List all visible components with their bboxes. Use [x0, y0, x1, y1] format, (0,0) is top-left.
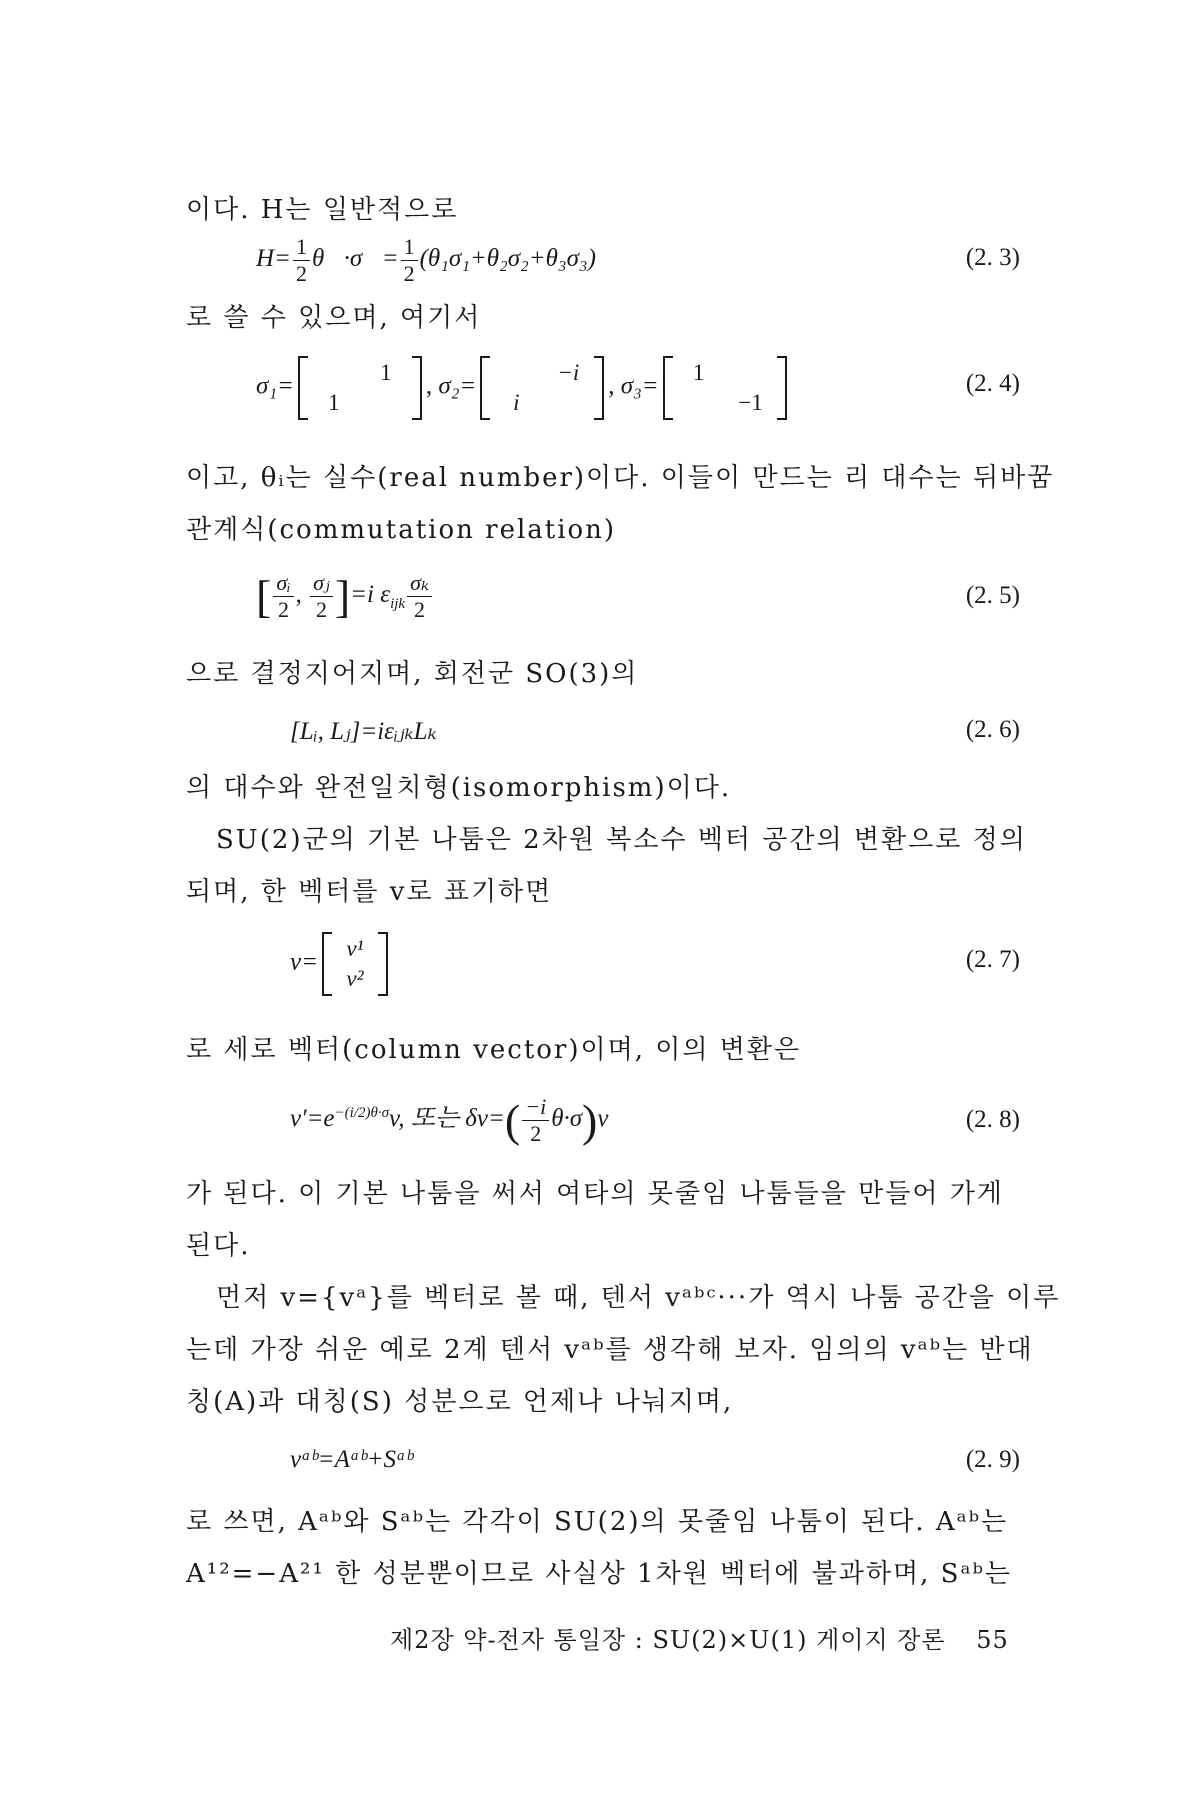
- text-line-15: 로 쓰면, Aᵃᵇ와 Sᵃᵇ는 각각이 SU(2)의 못줄임 나툼이 된다. Aᵃᵇ는: [186, 1507, 1009, 1537]
- matrix-sigma1: 1 1: [298, 356, 422, 420]
- text-line-1: 이다. H는 일반적으로: [186, 195, 459, 225]
- eq7-lhs: v=: [290, 948, 318, 976]
- eq3-frac-a: $\frac{1}{2}$: [293, 236, 310, 285]
- text-line-7: SU(2)군의 기본 나툼은 2차원 복소수 벡터 공간의 변환으로 정의: [216, 825, 1027, 855]
- text-line-13: 는데 가장 쉬운 예로 2계 텐서 vᵃᵇ를 생각해 보자. 임의의 vᵃᵇ는 반대: [186, 1335, 1034, 1365]
- running-head: 제2장 약-전자 통일장 : SU(2)×U(1) 게이지 장론: [390, 1626, 946, 1654]
- page-number: 55: [976, 1626, 1009, 1654]
- text-line-3: 이고, θᵢ는 실수(real number)이다. 이들이 만드는 리 대수는 뒤바꿈: [186, 463, 1055, 493]
- eq3-rhs: (θ₁σ₁+θ₂σ₂+θ₃σ₃): [419, 245, 596, 273]
- text-line-5: 으로 결정지어지며, 회전군 SO(3)의: [186, 659, 639, 689]
- matrix-sigma3: 1 −1: [663, 356, 787, 420]
- text-line-14: 칭(A)과 대칭(S) 성분으로 언제나 나눠지며,: [186, 1387, 734, 1417]
- text-line-2: 로 쓸 수 있으며, 여기서: [186, 303, 482, 333]
- eq3-mid: θ⃗·σ⃗=: [311, 245, 399, 273]
- matrix-sigma2: −i i: [480, 356, 604, 420]
- eq-number-2-7: (2. 7): [965, 946, 1020, 973]
- eq-number-2-4: (2. 4): [965, 370, 1020, 397]
- equation-2-8: $v'=e^{-(i/2)\theta\cdot\sigma}v$, 또는 δv=( $\frac{-i}{2}$ θ·σ)v: [290, 1094, 609, 1146]
- text-line-10: 가 된다. 이 기본 나툼을 써서 여타의 못줄임 나툼들을 만들어 가게: [186, 1179, 1004, 1209]
- equation-2-7: [290, 932, 392, 996]
- equation-2-9: vᵃᵇ=Aᵃᵇ+Sᵃᵇ: [290, 1446, 413, 1473]
- eq5-mid: =i ε: [350, 581, 391, 609]
- equation-2-3: [256, 236, 596, 285]
- eq-number-2-5: (2. 5): [965, 582, 1020, 609]
- page-footer: [390, 1620, 1009, 1655]
- text-line-12: 먼저 v={vᵃ}를 벡터로 볼 때, 텐서 vᵃᵇᶜ···가 역시 나툼 공간을 이루: [216, 1283, 1061, 1313]
- eq4-sigma3: σ₃=: [620, 372, 659, 400]
- equation-2-6: [Lᵢ, Lⱼ]=iεᵢⱼₖLₖ: [290, 718, 437, 745]
- text-line-11: 된다.: [186, 1231, 251, 1261]
- column-vector: v¹ v²: [322, 932, 388, 996]
- eq-number-2-9: (2. 9): [965, 1446, 1020, 1473]
- eq4-sigma1: σ₁=: [256, 372, 294, 400]
- text-line-6: 의 대수와 완전일치형(isomorphism)이다.: [186, 773, 732, 803]
- eq3-lhs: H=: [256, 245, 291, 273]
- eq8-exponent: −(i/2)θ·σ: [334, 1104, 389, 1121]
- eq-number-2-3: (2. 3): [965, 244, 1020, 271]
- eq-number-2-8: (2. 8): [965, 1106, 1020, 1133]
- equation-2-5: [ $\frac{\text{σᵢ}}{2}$ , $\frac{\text{σⱼ}}{2}$ ]=i $\varepsilon_{ijk}$ $\frac{\text{σₖ}}{2}$: [256, 570, 434, 623]
- text-line-9: 로 세로 벡터(column vector)이며, 이의 변환은: [186, 1035, 802, 1065]
- text-line-16: A¹²=−A²¹ 한 성분뿐이므로 사실상 1차원 벡터에 불과하며, Sᵃᵇ는: [186, 1559, 1013, 1589]
- text-line-4: 관계식(commutation relation): [186, 515, 617, 545]
- eq4-sigma2: σ₂=: [438, 372, 477, 400]
- text-line-8: 되며, 한 벡터를 v로 표기하면: [186, 877, 553, 907]
- eq3-frac-b: $\frac{1}{2}$: [401, 236, 418, 285]
- equation-2-4: σ₁= 1 1 , σ₂= −i i , σ₃= 1 −1: [256, 356, 791, 420]
- eq-number-2-6: (2. 6): [965, 716, 1020, 743]
